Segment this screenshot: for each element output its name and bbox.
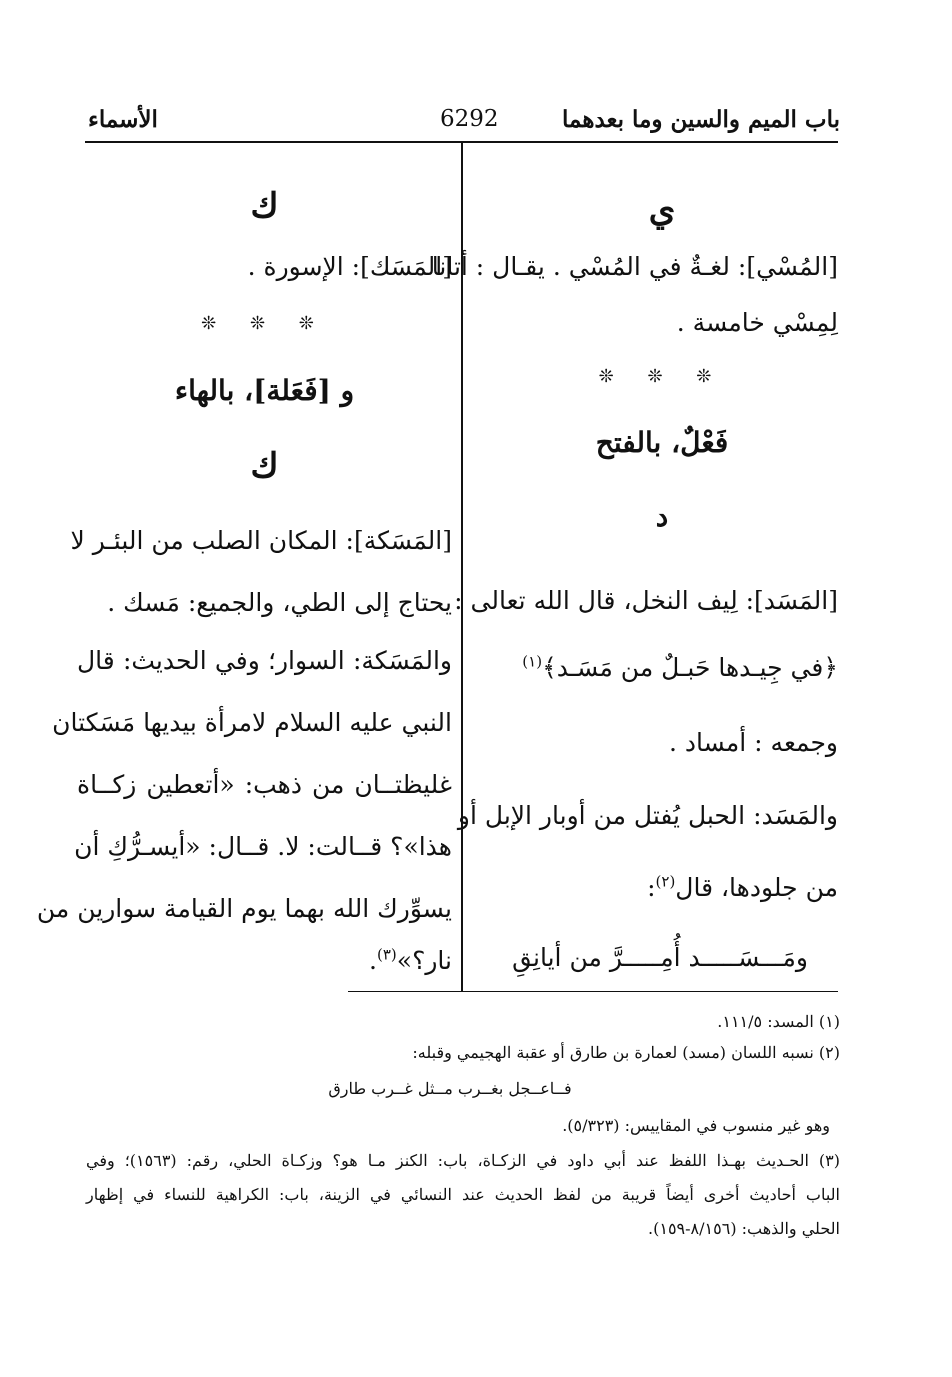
separator-stars: ❊ ❊ ❊ bbox=[598, 366, 726, 387]
footnote-ref-3: (٣) bbox=[377, 945, 397, 964]
separator-stars-left: ❊ ❊ ❊ bbox=[201, 313, 328, 334]
entry-masy-line2: لِمِسْي خامسة . bbox=[676, 308, 838, 337]
section-title: الأسماء bbox=[88, 106, 158, 133]
footnote-3-line3: الحلي والذهب: (٨/١٥٦-١٥٩). bbox=[648, 1219, 840, 1238]
heading-falah: و [فَعَلة]، بالهاء bbox=[174, 374, 355, 407]
entry-masad-line3: وجمعه : أمساد . bbox=[668, 728, 838, 757]
entry-masakah-line2: يحتاج إلى الطي، والجميع: مَسك . bbox=[107, 588, 452, 617]
footnote-1: (١) المسد: ١١١/٥. bbox=[717, 1012, 840, 1031]
letter-kaf-2: ك bbox=[250, 446, 279, 486]
letter-kaf-1: ك bbox=[250, 186, 279, 226]
entry-masakah2-line2: النبي عليه السلام لامرأة بيديها مَسَكتان bbox=[52, 708, 452, 737]
page-number: 6292 bbox=[440, 106, 499, 132]
footnote-ref-1: (١) bbox=[522, 652, 543, 671]
entry-masad-line1: [المَسَد]: لِيف النخل، قال الله تعالى : bbox=[454, 586, 838, 615]
entry-masakah2-line1: والمَسَكة: السوار؛ وفي الحديث: قال bbox=[77, 646, 452, 675]
letter-ya: ي bbox=[648, 190, 676, 230]
entry-masy-line1: [المُسْي]: لغـةٌ في المُسْي . يقـال : أتانا bbox=[431, 252, 838, 281]
footnote-ref-2: (٢) bbox=[655, 872, 676, 891]
entry-masakah2-line4: هذا»؟ قــالت: لا. قــال: «أيسـرُّكِ أن bbox=[74, 832, 452, 861]
entry-masak: [المَسَك]: الإسورة . bbox=[247, 252, 452, 281]
entry-masakah2-line3: غليظتــان من ذهب: «أتعطين زكــاة bbox=[77, 770, 452, 799]
letter-dal: د bbox=[655, 500, 669, 533]
footnote-2-note: وهو غير منسوب في المقاييس: (٥/٣٢٣). bbox=[562, 1116, 830, 1135]
entry-masad-line2 bbox=[522, 652, 838, 685]
footnote-rule bbox=[348, 991, 838, 992]
footnote-2-verse: فــاعــجل بغــرب مــثل غــرب طارق bbox=[328, 1079, 572, 1098]
chapter-title: باب الميم والسين وما بعدهما bbox=[562, 106, 840, 133]
footnote-3-line1: (٣) الحـديث بهـذا اللفظ عند أبي داود في الزكـاة، باب: الكنز مـا هو؟ وزكـاة الحلي، رقم: (١٥٦٣)؛ وفي bbox=[86, 1151, 840, 1170]
heading-fal: فَعْلٌ، بالفتح bbox=[595, 426, 729, 459]
quran-verse: ﴿في جِيـدها حَبـلٌ من مَسَـد﴾ bbox=[542, 653, 838, 682]
footnote-3-line2: الباب أحاديث أخرى أيضاً قريبة من لفظ الحديث عند النسائي في الزينة، باب: الكراهية للنساء في إظهار bbox=[86, 1185, 840, 1204]
left-column bbox=[36, 0, 452, 1000]
footnote-2: (٢) نسبه اللسان (مسد) لعمارة بن طارق أو عقبة الهجيمي وقبله: bbox=[412, 1043, 840, 1062]
entry-masad2-line2: من جلودها، قال$^{(٢)}$: bbox=[647, 872, 838, 902]
poetry-verse: ومَـــسَـــــد أُمِـــــرَّ من أيانِقِ bbox=[512, 943, 808, 972]
entry-masad2-line1: والمَسَد: الحبل يُفتل من أوبار الإبل أو bbox=[457, 801, 838, 830]
entry-masakah2-line6: نار؟»$^{(٣)}$. bbox=[369, 945, 452, 975]
entry-masakah-line1: [المَسَكة]: المكان الصلب من البئـر لا bbox=[70, 526, 452, 555]
entry-masakah2-line5: يسوِّرك الله بهما يوم القيامة سوارين من bbox=[36, 894, 452, 923]
